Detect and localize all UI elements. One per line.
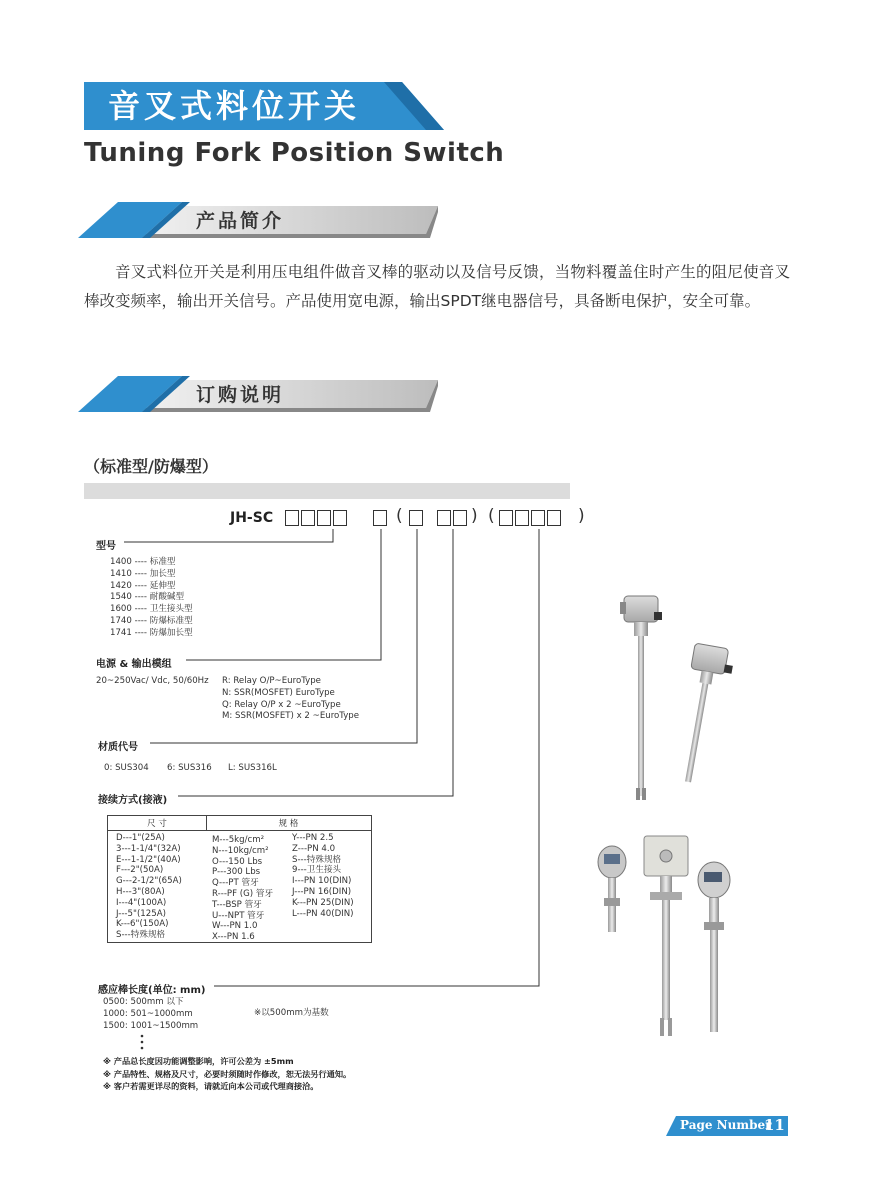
pressure-column [212, 835, 273, 943]
code-box [409, 510, 423, 526]
list-item: L---PN 40(DIN) [292, 908, 354, 919]
list-item: 1400 ---- 标准型 [110, 557, 176, 567]
section-header-intro [78, 202, 438, 246]
list-item: I---PN 10(DIN) [292, 876, 352, 887]
material-item: L: SUS316L [228, 763, 277, 773]
flange-column [292, 833, 354, 919]
material-item: 6: SUS316 [167, 763, 212, 773]
list-item: G---2-1/2"(65A) [116, 876, 182, 887]
list-item: Y---PN 2.5 [292, 833, 334, 843]
code-box [515, 510, 529, 526]
code-box [437, 510, 451, 526]
list-item: 1410 ---- 加长型 [110, 568, 176, 579]
list-item: S---特殊规格 [116, 930, 166, 941]
list-item: K---PN 25(DIN) [292, 897, 354, 908]
product-image-bottom [590, 832, 750, 1044]
material-group-title: 材质代号 [98, 742, 138, 753]
list-item: 1600 ---- 卫生接头型 [110, 604, 193, 615]
gray-divider-bar [84, 483, 570, 499]
title-banner [84, 82, 444, 130]
list-item: U---NPT 管牙 [212, 910, 265, 921]
code-box [301, 510, 315, 526]
page-number-badge [666, 1116, 788, 1136]
code-box [285, 510, 299, 526]
section-title-order: 订购说明 [196, 384, 285, 406]
note-item: ※ 客户若需更详尽的资料，请就近向本公司或代理商接洽。 [103, 1081, 319, 1091]
intro-paragraph: 音叉式料位开关是利用压电组件做音叉棒的驱动以及信号反馈，当物料覆盖住时产生的阻尼使音叉棒改变频率，输出开关信号。产品使用宽电源，输出SPDT继电器信号，具备断电保护，安全可靠。 [84, 263, 790, 310]
product-image-top [600, 588, 760, 808]
list-item: 0500: 500mm 以下 [103, 997, 184, 1007]
page-number-label: Page Number [680, 1118, 772, 1132]
list-item: N: SSR(MOSFET) EuroType [222, 687, 335, 698]
power-supply: 20~250Vac/ Vdc, 50/60Hz [96, 676, 209, 686]
paren-close: ) [471, 506, 478, 526]
paren-close: ) [578, 506, 585, 526]
list-item: Q: Relay O/P x 2 ~EuroType [222, 699, 341, 710]
connection-group-title: 接续方式(接液) [98, 795, 168, 806]
list-item: E---1-1/2"(40A) [116, 854, 181, 865]
title-chinese: 音叉式料位开关 [107, 87, 360, 125]
notes-block [103, 1055, 351, 1093]
power-group-title: 电源 & 输出模组 [96, 659, 172, 670]
list-item: H---3"(80A) [116, 886, 165, 897]
list-item: J---5"(125A) [116, 908, 166, 919]
list-item: R---PF (G) 管牙 [212, 888, 274, 899]
code-box [531, 510, 545, 526]
material-item: 0: SUS304 [104, 763, 149, 773]
list-item: 1420 ---- 延伸型 [110, 580, 176, 591]
list-item: 1000: 501~1000mm [103, 1008, 193, 1019]
list-item: M: SSR(MOSFET) x 2 ~EuroType [222, 711, 360, 722]
title-english: Tuning Fork Position Switch [84, 138, 505, 168]
section-header-order [78, 376, 438, 420]
list-item: D---1"(25A) [116, 833, 165, 843]
length-note: ※以500mm为基数 [254, 1008, 329, 1018]
list-item: 1740 ---- 防爆标准型 [110, 615, 193, 626]
paren-open: ( [396, 506, 403, 526]
power-list [222, 676, 359, 723]
list-item: F---2"(50A) [116, 865, 164, 876]
code-box [547, 510, 561, 526]
list-item: 1500: 1001~1500mm [103, 1020, 199, 1031]
model-prefix: JH-SC [230, 510, 274, 526]
code-box [499, 510, 513, 526]
note-item: ※ 产品特性、规格及尺寸，必要时须随时作修改，恕无法另行通知。 [103, 1068, 352, 1079]
list-item: W---PN 1.0 [212, 921, 258, 932]
list-item: Z---PN 4.0 [292, 843, 336, 854]
list-item: Q---PT 管牙 [212, 878, 259, 889]
list-item: O---150 Lbs [212, 856, 263, 867]
code-box [453, 510, 467, 526]
list-item: I---4"(100A) [116, 897, 167, 908]
list-item: K---6"(150A) [116, 919, 169, 930]
list-item: 3---1-1/4"(32A) [116, 843, 181, 854]
table-header [108, 816, 371, 831]
list-item: J---PN 16(DIN) [292, 886, 352, 897]
model-group-title: 型号 [96, 541, 116, 552]
list-item: R: Relay O/P~EuroType [222, 676, 321, 686]
code-box [373, 510, 387, 526]
length-group-title: 感应棒长度(单位: mm) [98, 985, 206, 996]
paren-open: ( [488, 506, 495, 526]
list-item: 1741 ---- 防爆加长型 [110, 627, 193, 638]
code-box [333, 510, 347, 526]
model-list [110, 557, 193, 640]
list-item: 9---卫生接头 [292, 865, 342, 876]
section-title-intro: 产品简介 [196, 210, 285, 232]
ellipsis-dots [138, 1034, 146, 1052]
code-box [317, 510, 331, 526]
connection-spec-table [107, 815, 372, 943]
list-item: P---300 Lbs [212, 867, 261, 878]
standard-type-label: （标准型/防爆型） [84, 457, 218, 476]
page-number-value: 11 [764, 1116, 785, 1134]
list-item: M---5kg/cm² [212, 835, 265, 845]
size-column [116, 833, 182, 941]
list-item: N---10kg/cm² [212, 845, 269, 856]
list-item: X---PN 1.6 [212, 932, 255, 943]
table-header-spec: 规 格 [278, 819, 299, 829]
note-item: ※ 产品总长度因功能调整影响，许可公差为 ±5mm [103, 1056, 294, 1066]
list-item: T---BSP 管牙 [212, 899, 262, 910]
list-item: 1540 ---- 耐酸碱型 [110, 592, 185, 603]
list-item: S---特殊规格 [292, 854, 342, 865]
length-list [103, 997, 198, 1032]
table-header-size: 尺 寸 [147, 819, 167, 829]
